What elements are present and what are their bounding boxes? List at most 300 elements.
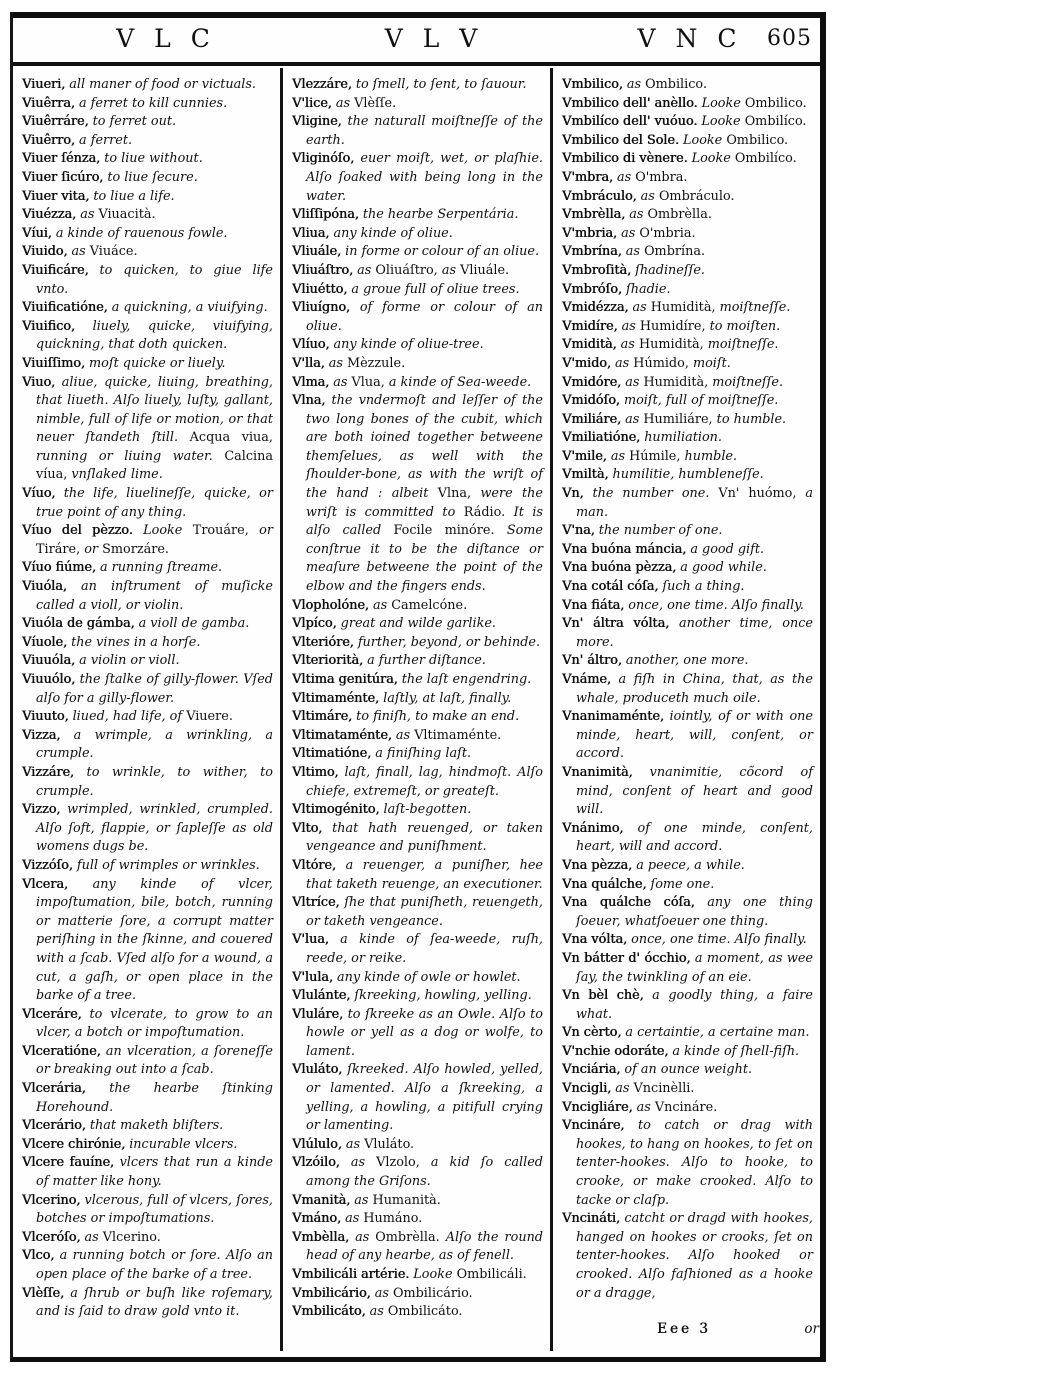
entry-headword: Vmbráculo, bbox=[562, 188, 637, 204]
entry-headword: Vluláto, bbox=[292, 1062, 343, 1078]
entry-headword: Viuificáre, bbox=[22, 262, 89, 278]
dictionary-entry bbox=[292, 894, 543, 931]
entry-crossref: Ombilicáli. bbox=[456, 1267, 527, 1282]
dictionary-entry bbox=[22, 318, 273, 355]
entry-headword: Vmbrèlla, bbox=[562, 207, 626, 223]
dictionary-entry bbox=[562, 318, 813, 337]
entry-crossref: Focile minóre. bbox=[393, 523, 507, 539]
entry-crossref: Vlcerino. bbox=[102, 1229, 161, 1245]
entry-headword: Viuido, bbox=[22, 244, 68, 260]
dictionary-entry bbox=[292, 336, 543, 355]
entry-gloss: as bbox=[374, 1285, 393, 1301]
entry-gloss: Looke bbox=[691, 151, 735, 167]
entry-gloss: as bbox=[632, 300, 651, 316]
entry-crossref: Vluláto. bbox=[364, 1136, 415, 1152]
entry-gloss: the number of one. bbox=[598, 523, 723, 539]
entry-gloss: a running ſtreame. bbox=[99, 560, 223, 576]
dictionary-entry bbox=[22, 522, 273, 559]
entry-crossref: Ombilíco. bbox=[744, 114, 807, 130]
dictionary-entry bbox=[562, 485, 813, 522]
entry-headword: Vlterióre, bbox=[292, 634, 354, 650]
page-number: 605 bbox=[767, 26, 812, 51]
dictionary-entry bbox=[292, 76, 543, 95]
dictionary-entry bbox=[292, 615, 543, 634]
entry-gloss: moiſtneſſe. bbox=[707, 337, 779, 353]
dictionary-entry bbox=[292, 281, 543, 300]
dictionary-entry bbox=[22, 1136, 273, 1155]
entry-headword: Vn, bbox=[562, 486, 584, 502]
dictionary-entry bbox=[22, 76, 273, 95]
entry-headword: Vmidóſo, bbox=[562, 393, 620, 409]
entry-gloss: a moment, as wee ſay, the twinkling of an eie. bbox=[576, 950, 813, 985]
entry-headword: Vlopholóne, bbox=[292, 597, 369, 613]
dictionary-entry bbox=[292, 671, 543, 690]
entry-crossref: Calcina víua, bbox=[36, 448, 273, 483]
dictionary-entry bbox=[562, 1024, 813, 1043]
entry-headword: Vizzóſo, bbox=[22, 857, 73, 873]
entry-headword: Vmidézza, bbox=[562, 300, 629, 316]
dictionary-entry bbox=[22, 1229, 273, 1248]
dictionary-entry bbox=[22, 1192, 273, 1229]
dictionary-entry bbox=[292, 1285, 543, 1304]
entry-headword: Vmbilicáto, bbox=[292, 1304, 366, 1320]
entry-gloss: a running botch or ſore. Alſo an open place of the barke of a tree. bbox=[36, 1248, 273, 1282]
entry-crossref: Ombilicáto. bbox=[387, 1304, 463, 1320]
dictionary-entry bbox=[292, 1061, 543, 1135]
entry-gloss: to liue without. bbox=[104, 151, 203, 167]
entry-headword: Víuole, bbox=[22, 634, 68, 650]
entry-gloss: as bbox=[80, 207, 99, 223]
entry-gloss: any one thing ſoeuer, whatſoeuer one thing. bbox=[576, 895, 813, 929]
dictionary-entry bbox=[22, 1285, 273, 1322]
entry-gloss: a kid ſo called among the Griſons. bbox=[306, 1155, 543, 1190]
dictionary-entry bbox=[562, 243, 813, 262]
entry-crossref: Vlna, bbox=[437, 486, 481, 502]
dictionary-entry bbox=[562, 820, 813, 857]
entry-headword: Vlma, bbox=[292, 374, 330, 390]
entry-headword: Vliuáſtro, bbox=[292, 262, 354, 278]
dictionary-entry bbox=[22, 727, 273, 764]
entry-crossref: Viuacità. bbox=[98, 207, 156, 223]
entry-gloss: any kinde of vlcer, impoſtumation, bile, botch, running or matterie ſore, a corrupt matter periſhing in the ſkinne, and couered with a ſcab. Vſed alſo for a wound, a cut, a gaſh, or open place in the barke of a tree. bbox=[36, 876, 273, 1004]
dictionary-entry bbox=[22, 1117, 273, 1136]
entry-headword: Vna pèzza, bbox=[562, 857, 633, 873]
text-columns bbox=[13, 68, 820, 1351]
entry-gloss: as bbox=[355, 1229, 376, 1245]
dictionary-entry bbox=[22, 113, 273, 132]
dictionary-entry bbox=[292, 652, 543, 671]
entry-gloss: iointly, of or with one minde, heart, will, conſent, or accord. bbox=[576, 709, 813, 762]
entry-gloss: wrimpled, wrinkled, crumpled. Alſo ſoft, flappie, or ſapleſſe as old womens dugs be. bbox=[36, 802, 273, 855]
entry-headword: Vncináre, bbox=[562, 1118, 625, 1134]
entry-gloss: another time, once more. bbox=[576, 616, 813, 650]
entry-gloss: the naturall moiſtneſſe of the earth. bbox=[306, 114, 543, 148]
entry-gloss: catcht or dragd with hookes, hanged on hookes or crooks, ſet on tenter-hookes. Alſo hooked or crooked. Alſo faſhioned as a hooke or a dragge, bbox=[576, 1211, 813, 1301]
column-1 bbox=[13, 68, 280, 1351]
entry-gloss: a reuenger, a puniſher, hee that taketh reuenge, an executioner. bbox=[306, 857, 543, 892]
entry-crossref: Humiliáre, bbox=[643, 411, 717, 427]
entry-headword: V'mile, bbox=[562, 448, 607, 464]
entry-headword: Vizzo, bbox=[22, 802, 61, 818]
dictionary-entry bbox=[562, 150, 813, 169]
dictionary-entry bbox=[562, 950, 813, 987]
guide-word-left: V L C bbox=[116, 24, 216, 53]
dictionary-entry bbox=[562, 522, 813, 541]
entry-headword: Vnciária, bbox=[562, 1062, 621, 1078]
entry-headword: V'mbra, bbox=[562, 169, 613, 185]
entry-headword: Vltimo, bbox=[292, 764, 339, 780]
entry-gloss: the hearbe Serpentária. bbox=[362, 207, 519, 223]
entry-gloss: as bbox=[441, 262, 461, 278]
entry-gloss: as bbox=[345, 1211, 364, 1227]
dictionary-entry bbox=[22, 262, 273, 299]
entry-headword: Vlúlulo, bbox=[292, 1136, 342, 1152]
entry-crossref: Ombilico. bbox=[726, 132, 789, 148]
entry-headword: Vmidità, bbox=[562, 337, 617, 353]
entry-gloss: a violin or violl. bbox=[79, 653, 180, 669]
dictionary-entry bbox=[22, 225, 273, 244]
entry-headword: Viuêrra, bbox=[22, 95, 75, 111]
entry-crossref: Vn' huómo, bbox=[718, 486, 806, 502]
entry-gloss: moiſt, full of moiſtneſſe. bbox=[623, 393, 779, 409]
entry-crossref: Camelcóne. bbox=[391, 597, 468, 613]
entry-gloss: humble. bbox=[684, 448, 738, 464]
entry-gloss: a peece, a while. bbox=[636, 857, 745, 873]
entry-crossref: Ombráculo. bbox=[658, 188, 735, 204]
entry-headword: Vmiliáre, bbox=[562, 411, 622, 427]
entry-gloss: as bbox=[625, 374, 644, 390]
dictionary-entry bbox=[22, 374, 273, 486]
entry-crossref: Viuere. bbox=[186, 709, 233, 725]
entry-headword: Vltóre, bbox=[292, 857, 336, 873]
dictionary-entry bbox=[562, 671, 813, 708]
entry-headword: Vna buóna máncia, bbox=[562, 541, 687, 557]
dictionary-entry bbox=[292, 1154, 543, 1191]
entry-headword: Viuêrro, bbox=[22, 132, 75, 148]
entry-headword: Vlíuo, bbox=[292, 337, 330, 353]
entry-gloss: Looke bbox=[701, 114, 745, 130]
entry-headword: Vmbróſo, bbox=[562, 281, 622, 297]
entry-crossref: Ombilicário. bbox=[392, 1285, 473, 1301]
entry-crossref: Humáno. bbox=[363, 1211, 423, 1227]
entry-headword: Vltimataménte, bbox=[292, 727, 392, 743]
entry-headword: Vlcerária, bbox=[22, 1081, 86, 1097]
dictionary-entry bbox=[22, 1247, 273, 1284]
dictionary-entry bbox=[562, 597, 813, 616]
entry-headword: Vnanimità, bbox=[562, 764, 633, 780]
dictionary-entry bbox=[292, 299, 543, 336]
entry-gloss: all maner of food or victuals. bbox=[69, 77, 256, 92]
entry-gloss: as bbox=[636, 1099, 655, 1115]
dictionary-entry bbox=[562, 894, 813, 931]
dictionary-entry bbox=[22, 801, 273, 857]
entry-headword: Vlèſſe, bbox=[22, 1285, 65, 1301]
entry-gloss: an inſtrument of muſicke called a violl, or violin. bbox=[36, 579, 273, 613]
dictionary-entry bbox=[562, 169, 813, 188]
dictionary-entry bbox=[562, 429, 813, 448]
entry-gloss: an vlceration, a ſoreneſſe or breaking out into a ſcab. bbox=[36, 1043, 273, 1078]
dictionary-entry bbox=[292, 597, 543, 616]
entry-gloss: of forme or colour of an oliue. bbox=[306, 300, 543, 334]
entry-headword: Vltríce, bbox=[292, 895, 340, 911]
dictionary-entry bbox=[22, 634, 273, 653]
entry-crossref: Húmile, bbox=[629, 448, 685, 464]
entry-gloss: as bbox=[84, 1229, 103, 1245]
dictionary-entry bbox=[22, 243, 273, 262]
entry-headword: Vltimogénito, bbox=[292, 802, 380, 818]
entry-headword: Viuêrráre, bbox=[22, 114, 89, 130]
entry-gloss: Alſo the round head of any hearbe, as of fenell. bbox=[306, 1229, 543, 1264]
entry-gloss: any kinde of oliue. bbox=[333, 225, 453, 241]
dictionary-entry bbox=[562, 652, 813, 671]
entry-headword: Vmbilico dell' anèllo. bbox=[562, 95, 698, 111]
guide-word-center: V L V bbox=[384, 24, 484, 53]
entry-gloss: as bbox=[640, 188, 659, 204]
dictionary-entry bbox=[292, 1266, 543, 1285]
dictionary-entry bbox=[562, 448, 813, 467]
entry-gloss: any kinde of owle or howlet. bbox=[336, 969, 521, 985]
entry-crossref: Trouáre, bbox=[192, 523, 249, 539]
entry-crossref: Ombrèlla. bbox=[375, 1229, 446, 1245]
entry-headword: Vlceráre, bbox=[22, 1006, 82, 1022]
entry-headword: Vluláre, bbox=[292, 1006, 344, 1022]
entry-gloss: moiſt. bbox=[692, 355, 731, 371]
entry-headword: V'mido, bbox=[562, 355, 611, 371]
dictionary-entry bbox=[562, 1099, 813, 1118]
entry-gloss: humilitie, humbleneſſe. bbox=[612, 467, 764, 483]
entry-headword: Vltimáre, bbox=[292, 709, 353, 725]
entry-gloss: as bbox=[354, 1192, 373, 1208]
entry-gloss: as bbox=[629, 207, 648, 223]
entry-headword: Viuézza, bbox=[22, 207, 77, 223]
dictionary-entry bbox=[292, 690, 543, 709]
entry-headword: Viuuólo, bbox=[22, 672, 76, 687]
dictionary-entry bbox=[22, 559, 273, 578]
dictionary-entry bbox=[292, 727, 543, 746]
entry-gloss: were the wriſt is committed to bbox=[306, 486, 544, 520]
dictionary-entry bbox=[562, 578, 813, 597]
entry-gloss: to vlcerate, to grow to an vlcer, a botch or impoſtumation. bbox=[36, 1006, 273, 1041]
entry-crossref: Humidità, bbox=[643, 374, 713, 390]
entry-headword: Viuuóla, bbox=[22, 653, 76, 669]
entry-headword: Vmbilico di vènere. bbox=[562, 151, 688, 167]
dictionary-entry bbox=[562, 206, 813, 225]
dictionary-entry bbox=[292, 1006, 543, 1062]
entry-crossref: O'mbra. bbox=[635, 169, 688, 185]
entry-gloss: ſhadineſſe. bbox=[635, 262, 705, 278]
dictionary-entry bbox=[562, 262, 813, 281]
entry-gloss: ſkreeking, howling, yelling. bbox=[354, 988, 532, 1004]
entry-headword: V'lula, bbox=[292, 969, 333, 985]
entry-gloss: once, one time. Alſo finally. bbox=[631, 932, 807, 948]
entry-gloss: ſome one. bbox=[650, 876, 715, 892]
entry-gloss: a ferret to kill cunnies. bbox=[78, 95, 228, 111]
dictionary-entry bbox=[22, 355, 273, 374]
entry-headword: Vnáme, bbox=[562, 672, 611, 687]
entry-gloss: another, one more. bbox=[625, 653, 749, 669]
entry-headword: Víuo fiúme, bbox=[22, 560, 96, 576]
entry-crossref: Vliuále. bbox=[460, 262, 510, 278]
entry-gloss: or bbox=[80, 541, 103, 557]
dictionary-entry bbox=[292, 820, 543, 857]
entry-gloss: as bbox=[615, 355, 634, 371]
entry-gloss: to liue a life. bbox=[93, 188, 175, 204]
entry-gloss: as bbox=[620, 337, 639, 353]
dictionary-entry bbox=[562, 931, 813, 950]
entry-headword: Vmanità, bbox=[292, 1192, 351, 1208]
entry-headword: Vnánimo, bbox=[562, 820, 624, 836]
guide-word-right: V N C bbox=[637, 24, 743, 53]
dictionary-entry bbox=[292, 801, 543, 820]
dictionary-entry bbox=[562, 1043, 813, 1062]
dictionary-entry bbox=[562, 708, 813, 764]
entry-headword: Vncináti, bbox=[562, 1211, 620, 1227]
dictionary-entry bbox=[562, 559, 813, 578]
entry-gloss: a wrimple, a wrinkling, a crumple. bbox=[36, 727, 273, 762]
entry-gloss: as bbox=[615, 1081, 634, 1097]
dictionary-entry bbox=[562, 615, 813, 652]
entry-gloss: Looke bbox=[143, 523, 193, 539]
dictionary-entry bbox=[562, 76, 813, 95]
entry-headword: Vltima genitúra, bbox=[292, 672, 398, 687]
dictionary-entry bbox=[292, 262, 543, 281]
dictionary-entry bbox=[562, 764, 813, 820]
dictionary-entry bbox=[22, 150, 273, 169]
entry-gloss: aliue, quicke, liuing, breathing, that liueth. Alſo liuely, luſty, gallant, nimble, full of life or motion, or that neuer ſtandeth ſtill. bbox=[36, 374, 273, 446]
entry-gloss: as bbox=[328, 355, 347, 371]
entry-gloss: Some conſtrue it to be the diſtance or meaſure betweene the point of the elbow and the fingers ends. bbox=[306, 523, 543, 595]
entry-gloss: Looke bbox=[413, 1267, 457, 1282]
entry-headword: Vn bèl chè, bbox=[562, 988, 644, 1004]
entry-headword: Vn' áltro, bbox=[562, 653, 622, 669]
entry-gloss: laſtly, at laſt, finally. bbox=[383, 690, 512, 706]
entry-gloss: the ſtalke of gilly-flower. Vſed alſo for a gilly-flower. bbox=[36, 672, 273, 706]
entry-gloss: the vines in a horſe. bbox=[71, 634, 201, 650]
entry-headword: Vlpíco, bbox=[292, 616, 337, 632]
entry-gloss: further, beyond, or behinde. bbox=[357, 634, 541, 650]
entry-headword: Vlcere fauíne, bbox=[22, 1155, 114, 1171]
dictionary-entry bbox=[22, 615, 273, 634]
entry-headword: V'lua, bbox=[292, 932, 329, 948]
entry-headword: Vlteriorità, bbox=[292, 653, 364, 669]
dictionary-entry bbox=[292, 150, 543, 206]
entry-gloss: to quicken, to giue life vnto. bbox=[36, 262, 273, 297]
dictionary-entry bbox=[22, 857, 273, 876]
entry-gloss: as bbox=[621, 318, 640, 334]
dictionary-entry bbox=[22, 169, 273, 188]
entry-gloss: a kinde of ſhell-fiſh. bbox=[672, 1043, 800, 1059]
entry-headword: Vlcerário, bbox=[22, 1118, 86, 1134]
dictionary-entry bbox=[562, 541, 813, 560]
entry-gloss: humiliation. bbox=[644, 430, 722, 446]
entry-gloss: moſt quicke or liuely. bbox=[89, 355, 226, 371]
entry-headword: V'mbria, bbox=[562, 225, 617, 241]
dictionary-entry bbox=[562, 95, 813, 114]
entry-headword: Viuificatióne, bbox=[22, 300, 108, 316]
entry-gloss: to wrinkle, to wither, to crumple. bbox=[36, 764, 273, 799]
entry-gloss: a man. bbox=[576, 486, 814, 520]
dictionary-entry bbox=[22, 95, 273, 114]
entry-gloss: a fiſh in China, that, as the whale, produceth much oile. bbox=[576, 672, 814, 706]
dictionary-entry bbox=[292, 392, 543, 597]
entry-headword: Vncigli, bbox=[562, 1081, 612, 1097]
dictionary-entry bbox=[22, 188, 273, 207]
entry-headword: V'lla, bbox=[292, 355, 325, 371]
entry-gloss: as bbox=[357, 262, 376, 278]
entry-crossref: Vncináre. bbox=[654, 1099, 718, 1115]
entry-gloss: liued, had life, of bbox=[72, 709, 187, 725]
entry-crossref: Humidità, bbox=[650, 300, 720, 316]
dictionary-entry bbox=[562, 299, 813, 318]
entry-gloss: as bbox=[621, 225, 640, 241]
entry-gloss: Looke bbox=[701, 95, 745, 111]
entry-gloss: to ſmell, to ſent, to ſauour. bbox=[355, 77, 527, 92]
entry-gloss: as bbox=[626, 77, 646, 92]
dictionary-entry bbox=[22, 652, 273, 671]
entry-crossref: Viuáce. bbox=[89, 244, 138, 260]
dictionary-entry bbox=[22, 1080, 273, 1117]
entry-gloss: as bbox=[616, 169, 636, 185]
entry-headword: Vncigliáre, bbox=[562, 1099, 633, 1115]
entry-headword: Vliſſipóna, bbox=[292, 207, 359, 223]
entry-gloss: a groue full of oliue trees. bbox=[351, 281, 520, 297]
entry-headword: Vlto, bbox=[292, 820, 323, 836]
entry-headword: Vlna, bbox=[292, 393, 326, 409]
entry-gloss: a goodly thing, a faire what. bbox=[576, 988, 813, 1022]
entry-gloss: the number one. bbox=[592, 486, 719, 502]
dictionary-entry bbox=[292, 206, 543, 225]
entry-crossref: Húmido, bbox=[633, 355, 693, 371]
entry-headword: Vlceróſo, bbox=[22, 1229, 81, 1245]
entry-gloss: as bbox=[625, 411, 644, 427]
dictionary-entry bbox=[562, 225, 813, 244]
entry-headword: Vmbilico del Sole. bbox=[562, 132, 679, 148]
entry-gloss: a ſhrub or buſh like roſemary, and is ſaid to draw gold vnto it. bbox=[36, 1285, 273, 1320]
dictionary-entry bbox=[292, 243, 543, 262]
header-rule bbox=[13, 62, 820, 66]
entry-headword: V'na, bbox=[562, 523, 595, 539]
entry-gloss: Looke bbox=[683, 132, 727, 148]
entry-headword: Vna quálche, bbox=[562, 876, 647, 892]
entry-crossref: Acqua viua, bbox=[189, 430, 273, 446]
page-frame bbox=[10, 12, 826, 1362]
running-header bbox=[13, 18, 820, 62]
entry-gloss: as bbox=[610, 448, 630, 464]
entry-gloss: that hath reuenged, or taken vengeance and puniſhment. bbox=[306, 820, 543, 855]
entry-crossref: O'mbria. bbox=[639, 225, 696, 241]
entry-gloss: a certaintie, a certaine man. bbox=[625, 1025, 810, 1041]
entry-headword: Vlulánte, bbox=[292, 988, 351, 1004]
entry-crossref: Vlzolo, bbox=[376, 1155, 431, 1171]
entry-gloss: the laſt engendring. bbox=[401, 672, 532, 687]
entry-headword: V'lice, bbox=[292, 95, 332, 111]
entry-headword: Vna cotál cóſa, bbox=[562, 579, 659, 595]
entry-gloss: of an ounce weight. bbox=[624, 1062, 753, 1078]
entry-headword: Vnanimaménte, bbox=[562, 709, 664, 725]
dictionary-entry bbox=[562, 1080, 813, 1099]
entry-headword: Vlcerino, bbox=[22, 1192, 81, 1208]
entry-headword: Viueri, bbox=[22, 77, 66, 92]
entry-crossref: Tiráre, bbox=[36, 541, 81, 557]
dictionary-entry bbox=[22, 132, 273, 151]
entry-gloss: to finiſh, to make an end. bbox=[356, 709, 520, 725]
dictionary-entry bbox=[562, 374, 813, 393]
dictionary-entry bbox=[22, 1154, 273, 1191]
entry-gloss: as bbox=[71, 244, 90, 260]
entry-crossref: Mèzzule. bbox=[347, 355, 406, 371]
entry-headword: Viuuto, bbox=[22, 709, 69, 725]
gathering-signature: Eee 3 bbox=[657, 1321, 711, 1337]
